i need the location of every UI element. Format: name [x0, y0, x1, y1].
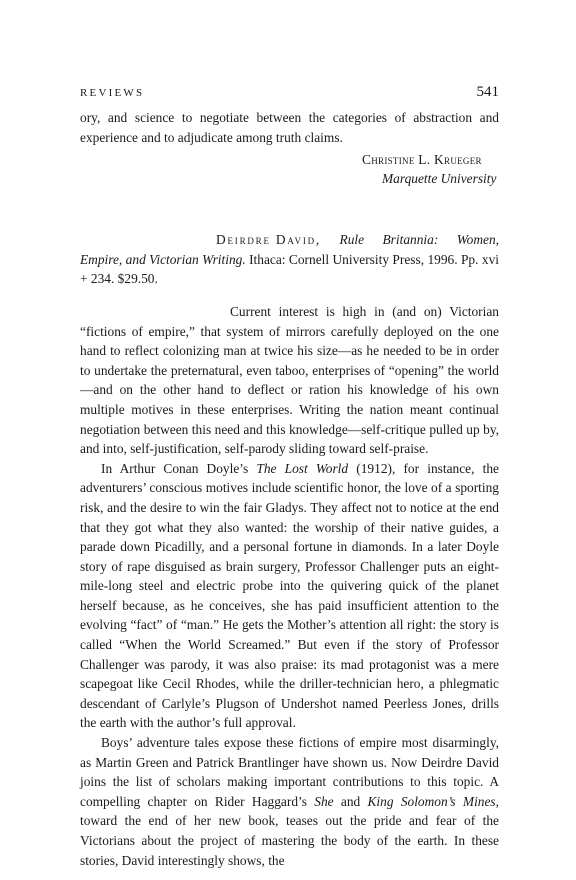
- reviewer-signature: [80, 150, 499, 188]
- citation-title: Rule Britannia: Women, Empire, and Victorian Writing.: [80, 232, 499, 267]
- paragraph-1-text: Current interest is high in (and on) Victorian “fictions of empire,” that system of mirrors carefully deployed on the one hand to reflect colonizing man at twice his size—as he needed to be in order to undertake the preternatural, even taboo, enterprises of “opening” the world—and on the other hand to deflect or ration his knowledge of his own multiple motives in these enterprises. Writing the nation meant continual negotiation between this need and this knowledge—self-critique pulled up by, and into, self-justification, self-parody sliding toward self-praise.: [80, 303, 499, 457]
- book-citation: [80, 230, 499, 289]
- paragraph-2: [80, 459, 499, 733]
- paragraph-3-title-she: She: [314, 793, 334, 809]
- paragraph-2-text-b: (1912), for instance, the adventurers’ conscious motives include scientific honor, the love of a sporting risk, and the desire to win the fair Gladys. They affect not to notice at the end that they got what they also wanted: the worship of their native guides, a parade down Picadilly, and a personal fortune in diamonds. In a later Doyle story of rape disguised as brain surgery, Professor Challenger puts an eight-mile-long steel and electric probe into the quivering quick of the planet herself because, as he conceives, she has paid insufficient attention to the evolving “fact” of “man.” He gets the Mother’s attention all right: the story is called “When the World Screamed.” But even if the story of Professor Challenger was parody, it was also praise: its mad protagonist was a mere scapegoat like Cecil Rhodes, while the driller-technician hero, a phlegmatic descendant of Carlyle’s Plugson of Undershot named Peerless Jones, drills the earth with the author’s full approval.: [80, 460, 499, 731]
- running-head: REVIEWS: [80, 87, 145, 99]
- paragraph-3: [80, 733, 499, 870]
- paragraph-2-text-a: In Arthur Conan Doyle’s: [101, 460, 257, 476]
- continuation-paragraph: ory, and science to negotiate between the categories of abstraction and experience and to adjudicate among truth claims.: [80, 110, 499, 145]
- citation-author: Deirdre David,: [216, 232, 322, 248]
- review-body: [80, 302, 499, 870]
- reviewer-name: Christine L. Krueger: [362, 152, 482, 168]
- paragraph-3-title-ksm: King Solomon’s Mines: [367, 793, 496, 809]
- paragraph-2-title: The Lost World: [256, 460, 349, 476]
- paragraph-1: [80, 302, 499, 459]
- page: [80, 84, 499, 870]
- paragraph-3-text-a: Boys’ adventure tales expose these fictions of empire most disarmingly, as Martin Green and Patrick Brantlinger have shown us. Now Deirdre David joins the list of scholars making important contributions to this topic. A compelling chapter on Rider Haggard’s: [80, 735, 499, 809]
- paragraph-3-and: and: [333, 793, 368, 809]
- citation-publisher: Ithaca: Cornell University Press, 1996. Pp. xvi + 234. $29.50.: [80, 251, 499, 287]
- page-number: 541: [476, 84, 499, 100]
- paragraph-3-text-b: , toward the end of her new book, teases out the pride and fear of the Victorians about the project of mastering the body of the earth. In these stories, David interestingly shows, the: [80, 793, 500, 868]
- running-header: [80, 84, 499, 108]
- reviewer-affiliation: Marquette University: [382, 171, 497, 187]
